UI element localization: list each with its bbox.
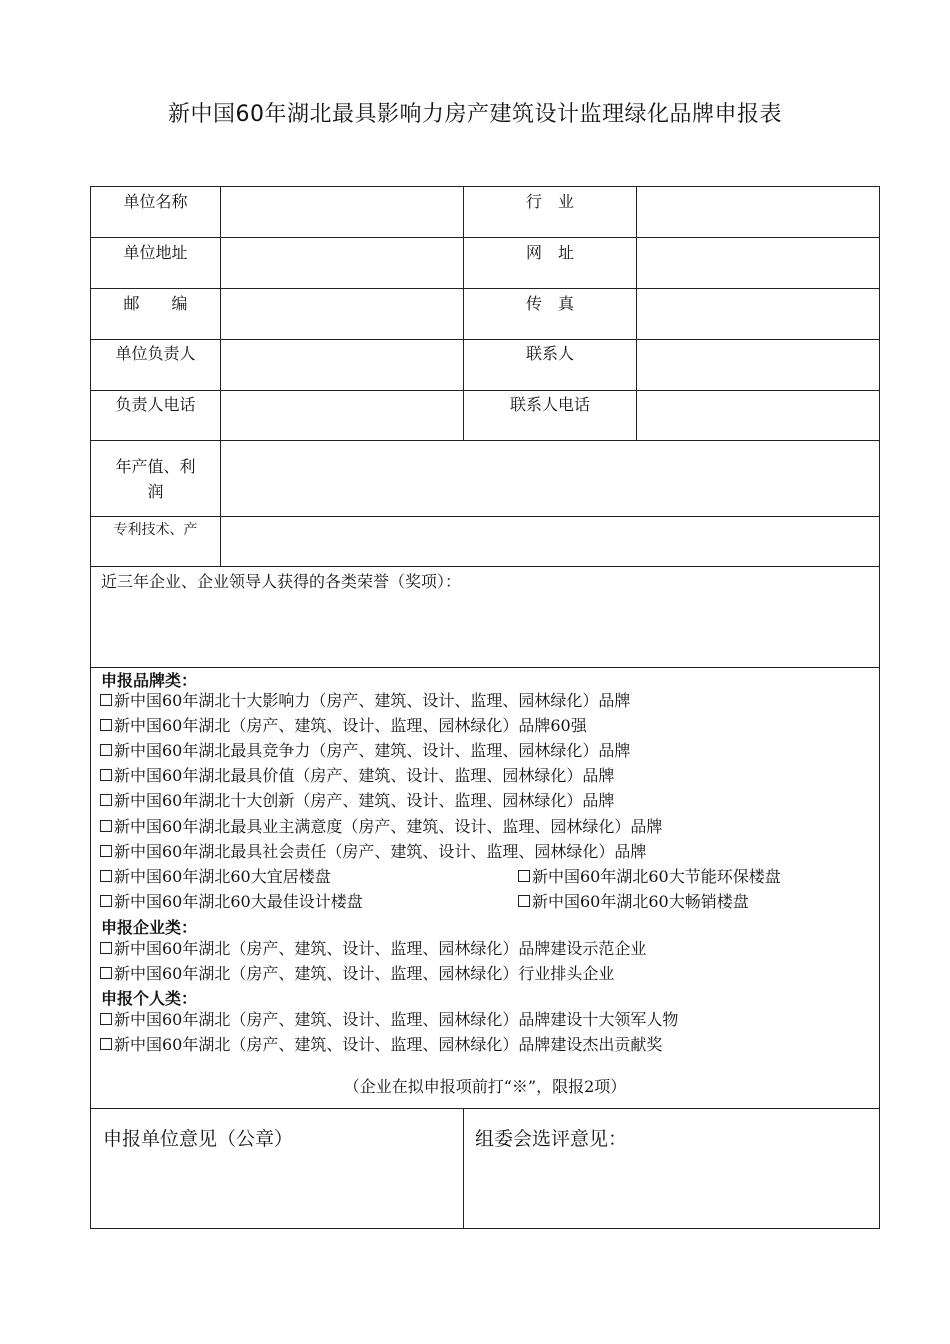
brand-option[interactable]: 新中国60年湖北最具竞争力（房产、建筑、设计、监理、园林绿化）品牌 (100, 740, 630, 762)
checkbox[interactable] (100, 845, 112, 857)
fax-field[interactable] (637, 289, 880, 339)
checkbox[interactable] (100, 870, 112, 882)
contact-phone-field[interactable] (637, 391, 880, 440)
individual-option[interactable]: 新中国60年湖北（房产、建筑、设计、监理、园林绿化）品牌建设杰出贡献奖 (100, 1034, 662, 1056)
address-field[interactable] (221, 238, 463, 288)
unit-name-field[interactable] (221, 188, 463, 237)
enterprise-option[interactable]: 新中国60年湖北（房产、建筑、设计、监理、园林绿化）行业排头企业 (100, 963, 614, 985)
output-profit-label-line2: 润 (147, 482, 164, 501)
checkbox[interactable] (100, 694, 112, 706)
postcode-field[interactable] (221, 289, 463, 339)
brand-option[interactable]: 新中国60年湖北十大影响力（房产、建筑、设计、监理、园林绿化）品牌 (100, 690, 630, 712)
output-profit-label-line1: 年产值、利 (115, 457, 196, 476)
brand-option[interactable]: 新中国60年湖北（房产、建筑、设计、监理、园林绿化）品牌60强 (100, 715, 587, 737)
patent-field[interactable] (221, 517, 880, 566)
checkbox[interactable] (100, 895, 112, 907)
applicant-opinion-field[interactable] (92, 1152, 463, 1228)
industry-field[interactable] (637, 188, 880, 237)
checkbox[interactable] (100, 967, 112, 979)
honors-field[interactable] (92, 595, 880, 667)
brand-option[interactable]: 新中国60年湖北60大宜居楼盘 (100, 866, 331, 888)
brand-section-heading: 申报品牌类： (101, 671, 198, 690)
checkbox[interactable] (100, 942, 112, 954)
individual-section-heading: 申报个人类： (101, 989, 198, 1008)
committee-opinion-label: 组委会选评意见： (475, 1128, 628, 1150)
industry-label: 行 业 (525, 192, 574, 211)
contact-label: 联系人 (525, 344, 574, 363)
brand-option[interactable]: 新中国60年湖北60大节能环保楼盘 (518, 866, 781, 888)
brand-option[interactable]: 新中国60年湖北60大畅销楼盘 (518, 891, 749, 913)
website-label: 网 址 (525, 243, 574, 262)
leader-phone-field[interactable] (221, 391, 463, 440)
address-label: 单位地址 (123, 243, 188, 262)
unit-name-label: 单位名称 (123, 192, 188, 211)
enterprise-option[interactable]: 新中国60年湖北（房产、建筑、设计、监理、园林绿化）品牌建设示范企业 (100, 938, 646, 960)
brand-option[interactable]: 新中国60年湖北十大创新（房产、建筑、设计、监理、园林绿化）品牌 (100, 790, 614, 812)
row-divider (91, 667, 879, 668)
website-field[interactable] (637, 238, 880, 288)
output-profit-field[interactable] (221, 441, 880, 516)
brand-option[interactable]: 新中国60年湖北最具社会责任（房产、建筑、设计、监理、园林绿化）品牌 (100, 841, 646, 863)
individual-option[interactable]: 新中国60年湖北（房产、建筑、设计、监理、园林绿化）品牌建设十大领军人物 (100, 1009, 678, 1031)
leader-phone-label: 负责人电话 (115, 395, 196, 414)
leader-label: 单位负责人 (115, 344, 196, 363)
honors-label: 近三年企业、企业领导人获得的各类荣誉（奖项）： (101, 572, 462, 591)
row-divider (91, 566, 879, 567)
applicant-opinion-label: 申报单位意见（公章） (103, 1128, 294, 1150)
row-divider (91, 1108, 879, 1109)
patent-label: 专利技术、产 (113, 522, 198, 538)
checkbox[interactable] (100, 769, 112, 781)
fax-label: 传 真 (525, 294, 574, 313)
checkbox[interactable] (100, 744, 112, 756)
contact-field[interactable] (637, 340, 880, 390)
enterprise-section-heading: 申报企业类： (101, 918, 198, 937)
brand-option[interactable]: 新中国60年湖北最具价值（房产、建筑、设计、监理、园林绿化）品牌 (100, 765, 614, 787)
checkbox[interactable] (518, 895, 530, 907)
checkbox[interactable] (100, 719, 112, 731)
brand-option[interactable]: 新中国60年湖北最具业主满意度（房产、建筑、设计、监理、园林绿化）品牌 (100, 816, 662, 838)
committee-opinion-field[interactable] (464, 1152, 880, 1228)
leader-field[interactable] (221, 340, 463, 390)
postcode-label: 邮 编 (123, 294, 188, 313)
checkbox[interactable] (100, 820, 112, 832)
checkbox[interactable] (100, 1013, 112, 1025)
brand-option[interactable]: 新中国60年湖北60大最佳设计楼盘 (100, 891, 363, 913)
application-form (90, 186, 880, 1229)
checkbox[interactable] (518, 870, 530, 882)
form-title: 新中国60年湖北最具影响力房产建筑设计监理绿化品牌申报表 (168, 102, 782, 127)
checkbox[interactable] (100, 794, 112, 806)
selection-note: （企业在拟申报项前打“※”，限报2项） (343, 1077, 627, 1096)
contact-phone-label: 联系人电话 (509, 395, 590, 414)
checkbox[interactable] (100, 1038, 112, 1050)
